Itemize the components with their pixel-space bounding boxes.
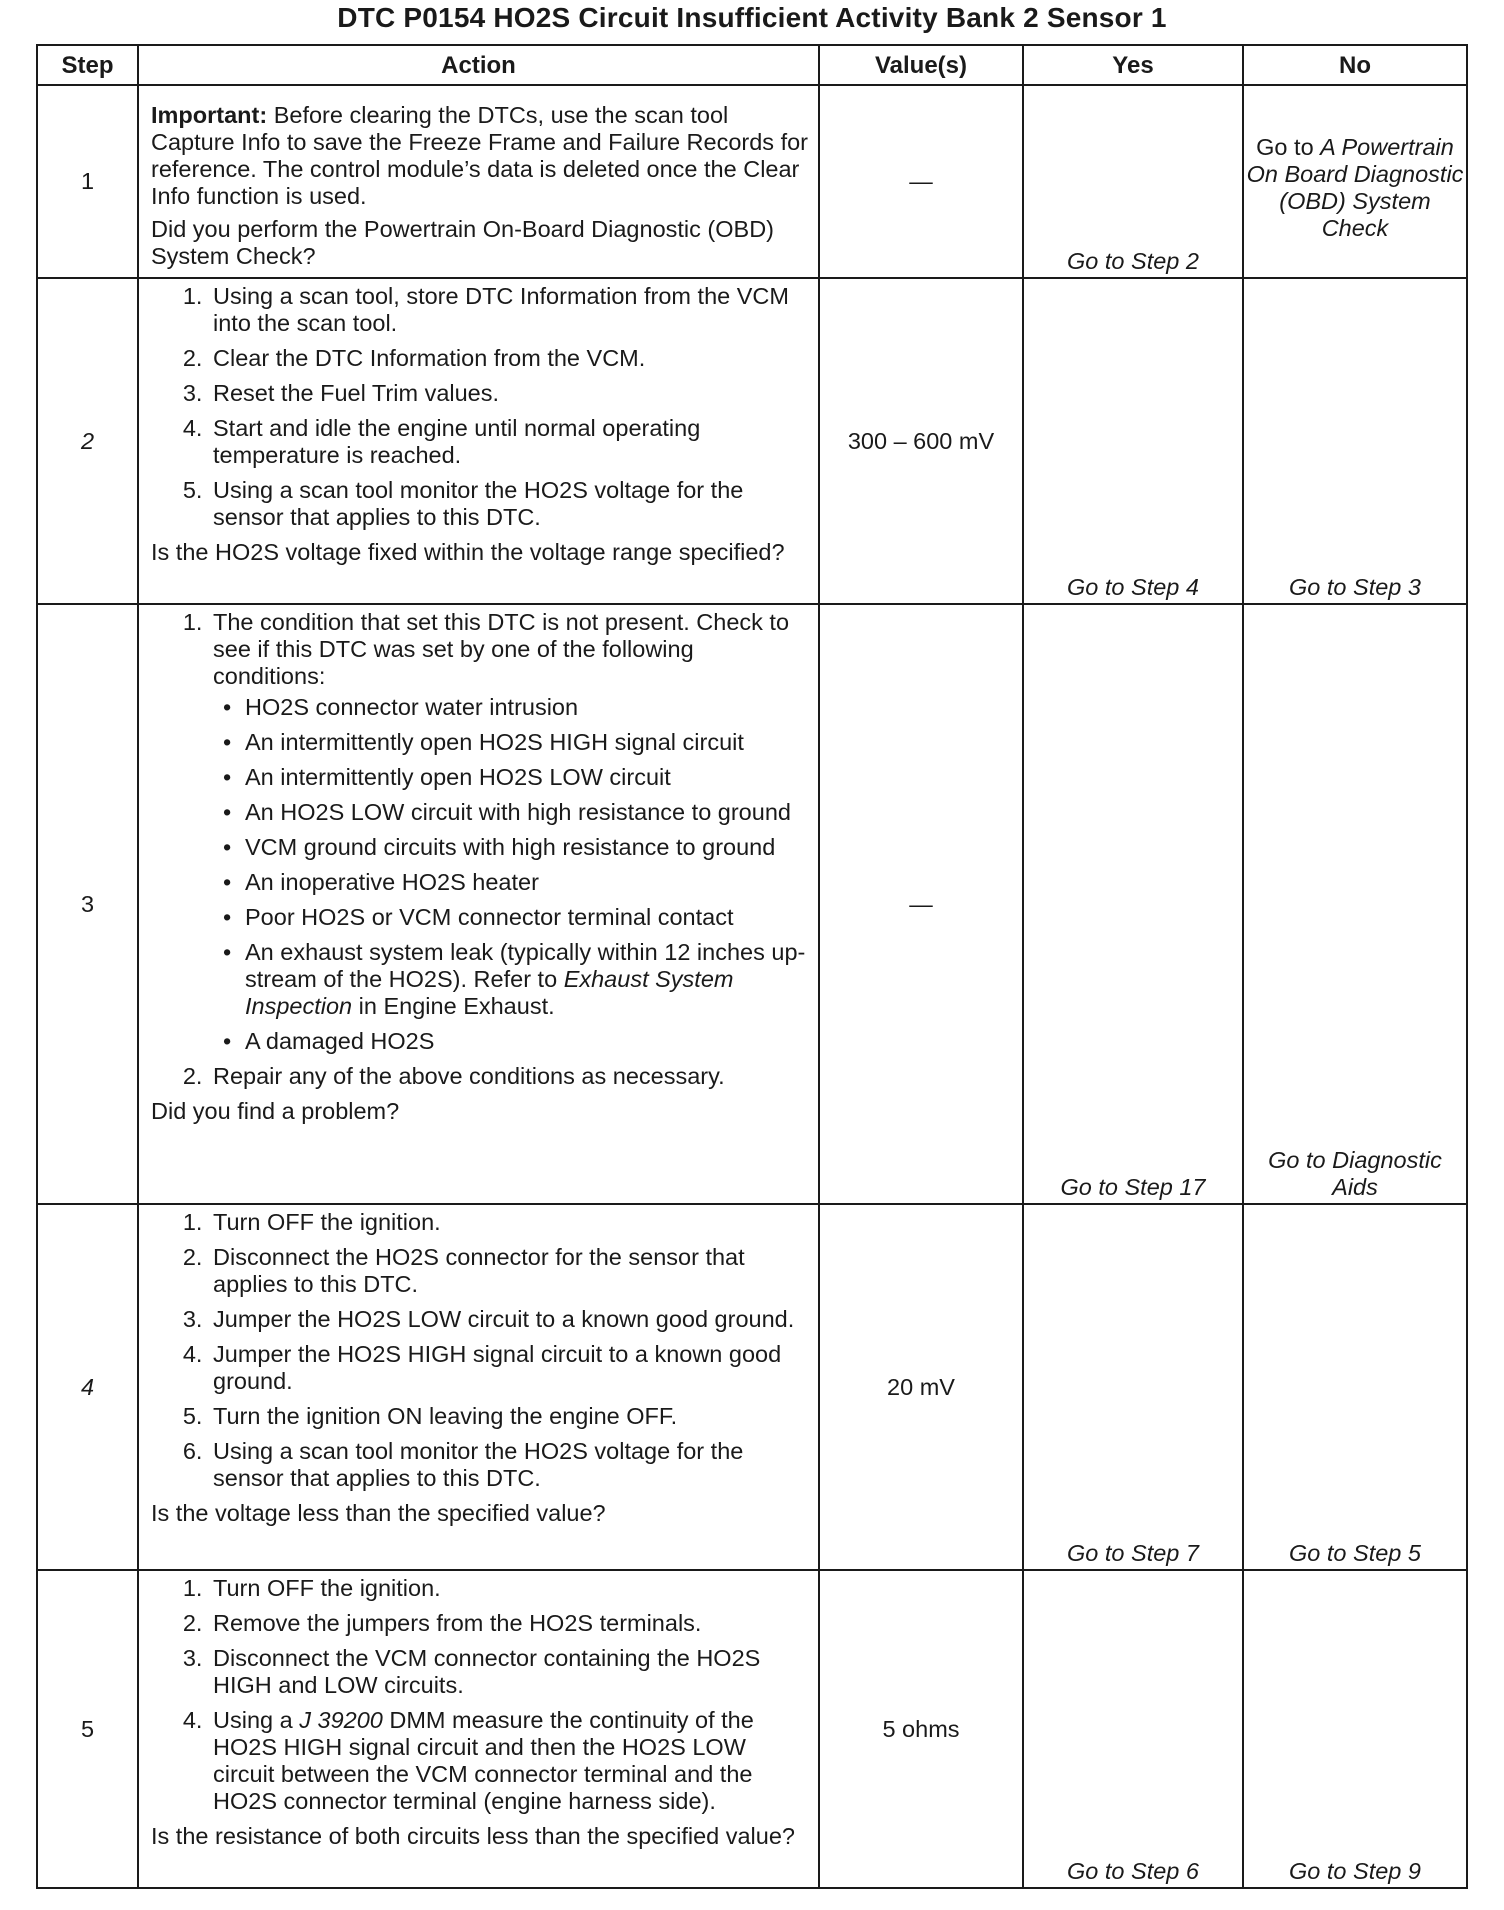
no-goto: Go to Step 3 [1243,278,1467,604]
no-goto [1243,85,1467,278]
important-label: Important: [151,102,268,128]
action-step: 5. Using a scan tool monitor the HO2S voltage for the sensor that applies to this DTC. [209,477,810,531]
yes-goto: Go to Step 7 [1023,1204,1243,1570]
action-step: 3. Disconnect the VCM connector containing the HO2S HIGH and LOW circuits. [209,1645,810,1699]
action-step: 4. Jumper the HO2S HIGH signal circuit to a known good ground. [209,1341,810,1395]
action-steps [151,283,810,531]
action-steps [151,1575,810,1815]
header-yes: Yes [1023,45,1243,85]
step-number: 4 [37,1204,138,1570]
yes-goto: Go to Step 2 [1023,85,1243,278]
value-cell: — [819,85,1023,278]
value-cell: 20 mV [819,1204,1023,1570]
question-text: Did you perform the Powertrain On-Board Diagnostic (OBD) System Check? [151,216,774,269]
header-no: No [1243,45,1467,85]
header-values: Value(s) [819,45,1023,85]
condition-text: An exhaust system leak (typically within 12 inches up-stream of the HO2S). Refer to [245,939,806,992]
action-step: 2. Disconnect the HO2S connector for the sensor that applies to this DTC. [209,1244,810,1298]
yes-goto: Go to Step 4 [1023,278,1243,604]
question-text: Is the resistance of both circuits less than the specified value? [151,1823,795,1849]
condition-item: • HO2S connector water intrusion [245,694,810,721]
action-cell [138,604,819,1204]
condition-item: • VCM ground circuits with high resistance to ground [245,834,810,861]
action-step-text: DMM measure the continuity of the HO2S HIGH signal circuit and then the HO2S LOW circuit between the VCM connector terminal and the HO2S connector terminal (engine harness side). [213,1707,754,1814]
condition-text: in Engine Exhaust. [352,993,555,1019]
header-row [37,45,1467,85]
yes-goto: Go to Step 17 [1023,604,1243,1204]
condition-item: • An inoperative HO2S heater [245,869,810,896]
action-step [209,1707,810,1815]
action-step: 2. Clear the DTC Information from the VCM. [209,345,810,372]
tool-reference: J 39200 [299,1707,383,1733]
condition-list [213,694,810,1055]
no-goto: Go to Diagnostic Aids [1243,604,1467,1204]
important-text: Before clearing the DTCs, use the scan tool Capture Info to save the Freeze Frame and Failure Records for reference. The control module’s data is deleted once the Clear Info function is used. [151,102,809,209]
action-step: 3. Jumper the HO2S LOW circuit to a known good ground. [209,1306,810,1333]
condition-item: • An HO2S LOW circuit with high resistance to ground [245,799,810,826]
value-cell: — [819,604,1023,1204]
action-step: 1. Turn OFF the ignition. [209,1575,810,1602]
value-cell: 5 ohms [819,1570,1023,1888]
important-note [151,102,810,210]
page-title: DTC P0154 HO2S Circuit Insufficient Activity Bank 2 Sensor 1 [337,2,1167,33]
action-step: 2. Remove the jumpers from the HO2S terminals. [209,1610,810,1637]
no-goto-link: A Powertrain On Board Diagnostic (OBD) System Check [1246,133,1464,241]
question-text: Did you find a problem? [151,1098,400,1124]
no-goto: Go to Step 9 [1243,1570,1467,1888]
table-row [37,604,1467,1204]
action-cell [138,1204,819,1570]
condition-item: • An intermittently open HO2S HIGH signal circuit [245,729,810,756]
action-step: 1. Turn OFF the ignition. [209,1209,810,1236]
step-number: 1 [37,85,138,278]
no-goto-prefix: Go to [1256,133,1321,160]
cross-reference-link[interactable]: Exhaust System Inspection [245,966,734,1019]
action-step: 4. Start and idle the engine until normal operating temperature is reached. [209,415,810,469]
action-steps [151,1209,810,1492]
step-number: 3 [37,604,138,1204]
action-step: 2. Repair any of the above conditions as necessary. [209,1063,810,1090]
no-goto: Go to Step 5 [1243,1204,1467,1570]
action-step: 3. Reset the Fuel Trim values. [209,380,810,407]
action-step: 1. Using a scan tool, store DTC Information from the VCM into the scan tool. [209,283,810,337]
question-text: Is the voltage less than the specified value? [151,1500,606,1526]
table-row [37,1204,1467,1570]
value-cell: 300 – 600 mV [819,278,1023,604]
condition-item [245,939,810,1020]
action-steps [151,609,810,1090]
condition-item: • Poor HO2S or VCM connector terminal contact [245,904,810,931]
step-number: 5 [37,1570,138,1888]
action-step-text: The condition that set this DTC is not present. Check to see if this DTC was set by one of the following conditions: [213,609,790,689]
question-text: Is the HO2S voltage fixed within the voltage range specified? [151,539,785,565]
condition-item: • An intermittently open HO2S LOW circuit [245,764,810,791]
action-step: 5. Turn the ignition ON leaving the engine OFF. [209,1403,810,1430]
action-cell [138,278,819,604]
header-action: Action [138,45,819,85]
header-step: Step [37,45,138,85]
yes-goto: Go to Step 6 [1023,1570,1243,1888]
table-row [37,278,1467,604]
action-step: 6. Using a scan tool monitor the HO2S voltage for the sensor that applies to this DTC. [209,1438,810,1492]
action-step-text: Using a [213,1707,300,1733]
action-cell [138,1570,819,1888]
table-row [37,85,1467,278]
action-cell [138,85,819,278]
step-number: 2 [37,278,138,604]
action-step [209,609,810,1055]
condition-item: • A damaged HO2S [245,1028,810,1055]
diagnostic-table [36,44,1468,1889]
table-row [37,1570,1467,1888]
